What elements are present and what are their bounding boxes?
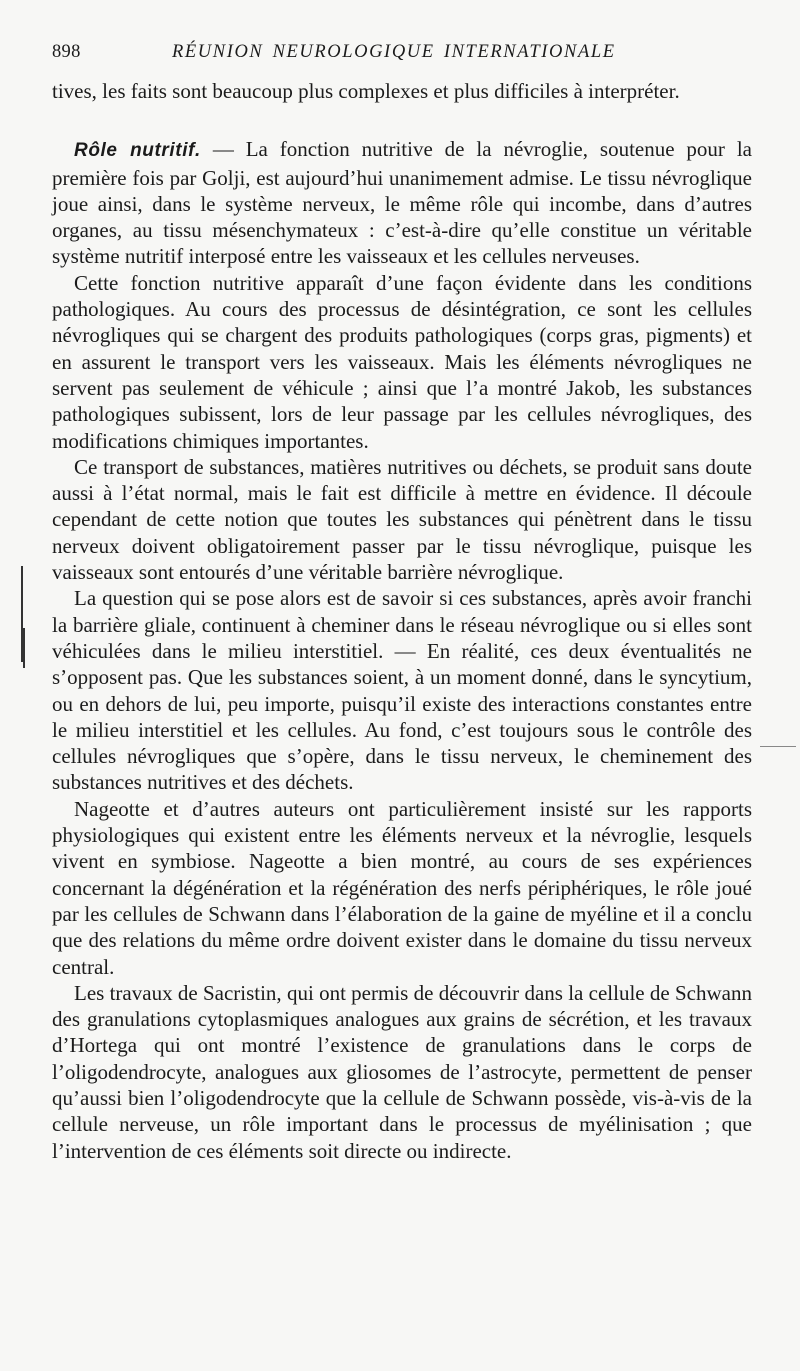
page-header <box>52 42 752 72</box>
paragraph: Cette fonction nutritive apparaît d’une façon évidente dans les conditions pathologiques. Au cours des processus de désintégration, ce sont les cellules névrogliques qui se chargent des produits pathologiques (corps gras, pigments) et en assurent le transport vers les vaisseaux. Mais les éléments névrogliques ne servent pas seulement de véhicule ; ainsi que l’a montré Jakob, les substances pathologiques subissent, lors de leur passage par les cellules névrogliques, des modifications chimiques importantes. <box>52 270 752 453</box>
margin-dash <box>760 746 796 747</box>
margin-mark-lower <box>23 628 25 668</box>
paragraph: Nageotte et d’autres auteurs ont particulièrement insisté sur les rapports physiologiques qui existent entre les éléments nerveux et la névroglie, lesquels vivent en symbiose. Nageotte a bien montré, au cours de ses expériences concernant la dégénération et la régénération des nerfs périphériques, le rôle joué par les cellules de Schwann dans l’élaboration de la gaine de myéline et il a conclu que des relations du même ordre doivent exister dans le domaine du tissu nerveux central. <box>52 796 752 979</box>
running-title: RÉUNION NEUROLOGIQUE INTERNATIONALE <box>172 42 616 62</box>
paragraph: Ce transport de substances, matières nutritives ou déchets, se produit sans doute aussi à l’état normal, mais le fait est difficile à mettre en évidence. Il découle cependant de cette notion que toutes les substances qui pénètrent dans le tissu nerveux doivent obligatoirement passer par le tissu névroglique, puisque les vaisseaux sont entourés d’une véritable barrière névroglique. <box>52 454 752 585</box>
section-gap <box>52 104 752 136</box>
paragraph: Rôle nutritif. — La fonction nutritive de la névroglie, soutenue pour la première fois par Golji, est aujourd’hui unanimement admise. Le tissu névroglique joue ainsi, dans le système nerveux, le même rôle qui incombe, dans d’autres organes, au tissu mésenchymateux : c’est-à-dire qu’elle constitue un véritable système nutritif interposé entre les vaisseaux et les cellules nerveuses. <box>52 137 752 269</box>
page-number: 898 <box>52 42 81 62</box>
section-title: Rôle nutritif. <box>74 140 201 162</box>
paragraph: La question qui se pose alors est de savoir si ces substances, après avoir franchi la barrière gliale, continuent à cheminer dans le réseau névroglique ou si elles sont véhiculées dans le milieu interstitiel. — En réalité, ces deux éventualités ne s’opposent pas. Que les substances soient, à un moment donné, dans le syncytium, ou en dehors de lui, peu importe, puisqu’il existe des interactions constantes entre le milieu interstitiel et les cellules. Au fond, c’est toujours sous le contrôle des cellules névrogliques que s’opère, dans le tissu nerveux, le cheminement des substances nutritives et des déchets. <box>52 586 752 795</box>
body-text <box>52 78 752 1164</box>
paragraph: Les travaux de Sacristin, qui ont permis de découvrir dans la cellule de Schwann des granulations cytoplasmiques analogues aux grains de sécrétion, et les travaux d’Hortega qui ont montré l’existence de granulations dans le corps de l’oligodendrocyte, analogues aux gliosomes de l’astrocyte, permettent de penser qu’aussi bien l’oligodendrocyte que la cellule de Schwann possède, vis-à-vis de la cellule nerveuse, un rôle important dans le processus de myélinisation ; que l’intervention de ces éléments soit directe ou indirecte. <box>52 980 752 1163</box>
paragraph: tives, les faits sont beaucoup plus complexes et plus difficiles à interpréter. <box>52 79 680 103</box>
